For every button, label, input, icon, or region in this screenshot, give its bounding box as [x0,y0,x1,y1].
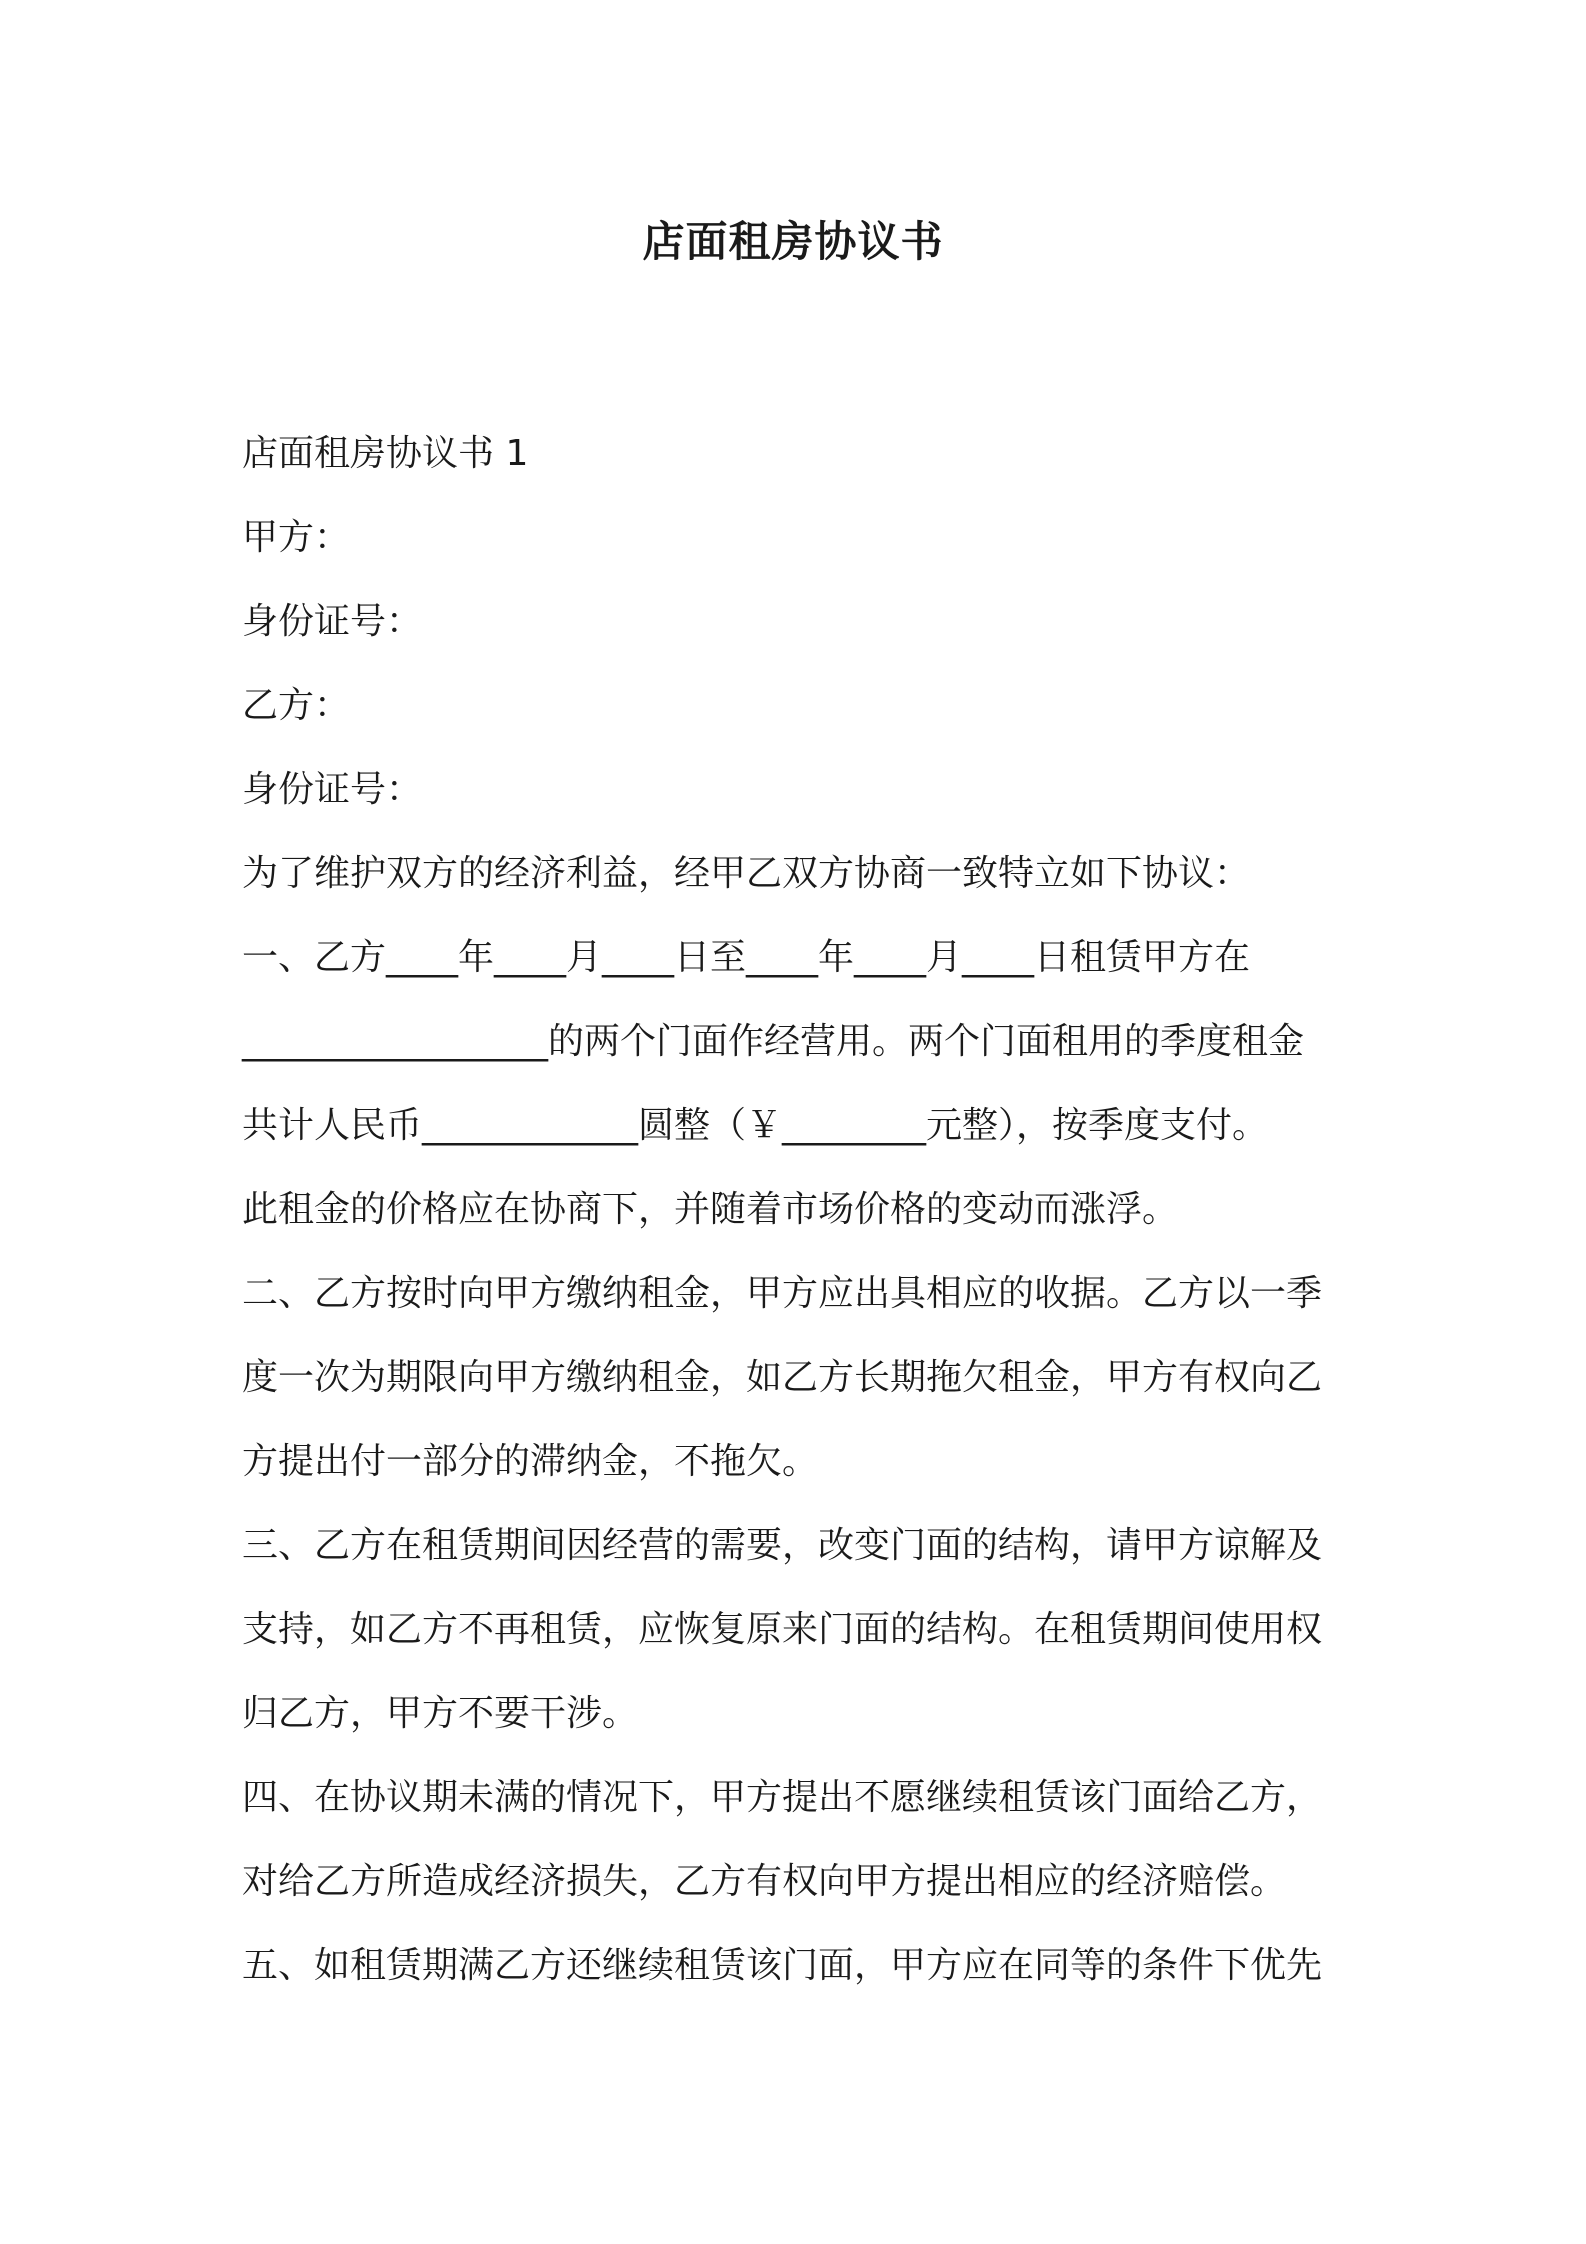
party-b-id-label: 身份证号： [242,769,423,810]
clause-3-line-3: 归乙方，甲方不要干涉。 [242,1693,639,1734]
party-b-label: 乙方： [242,685,351,726]
section-heading: 店面租房协议书 1 [242,433,529,474]
clause-5-line-1: 五、如租赁期满乙方还继续租赁该门面，甲方应在同等的条件下优先 [242,1945,1323,1986]
document-title: 店面租房协议书 [642,217,944,266]
clause-4-line-1: 四、在协议期未满的情况下，甲方提出不愿继续租赁该门面给乙方， [242,1777,1323,1818]
clause-1-line-4: 此租金的价格应在协商下，并随着市场价格的变动而涨浮。 [242,1189,1179,1230]
clause-3-line-2: 支持，如乙方不再租赁，应恢复原来门面的结构。在租赁期间使用权 [242,1609,1323,1650]
clause-1-line-2: _________________的两个门面作经营用。两个门面租用的季度租金 [242,1021,1305,1062]
clause-2-line-1: 二、乙方按时向甲方缴纳租金，甲方应出具相应的收据。乙方以一季 [242,1273,1323,1314]
clause-3-line-1: 三、乙方在租赁期间因经营的需要，改变门面的结构，请甲方谅解及 [242,1525,1323,1566]
party-a-id-label: 身份证号： [242,601,423,642]
party-a-label: 甲方： [242,517,351,558]
preamble-text: 为了维护双方的经济利益，经甲乙双方协商一致特立如下协议： [242,853,1251,894]
clause-2-line-3: 方提出付一部分的滞纳金，不拖欠。 [242,1441,819,1482]
document-body [242,412,1362,2008]
clause-2-line-2: 度一次为期限向甲方缴纳租金，如乙方长期拖欠租金，甲方有权向乙 [242,1357,1323,1398]
clause-4-line-2: 对给乙方所造成经济损失，乙方有权向甲方提出相应的经济赔偿。 [242,1861,1287,1902]
clause-1-line-1: 一、乙方____年____月____日至____年____月____日租赁甲方在 [242,937,1251,978]
clause-1-line-3: 共计人民币____________圆整（￥________元整），按季度支付。 [242,1105,1269,1146]
